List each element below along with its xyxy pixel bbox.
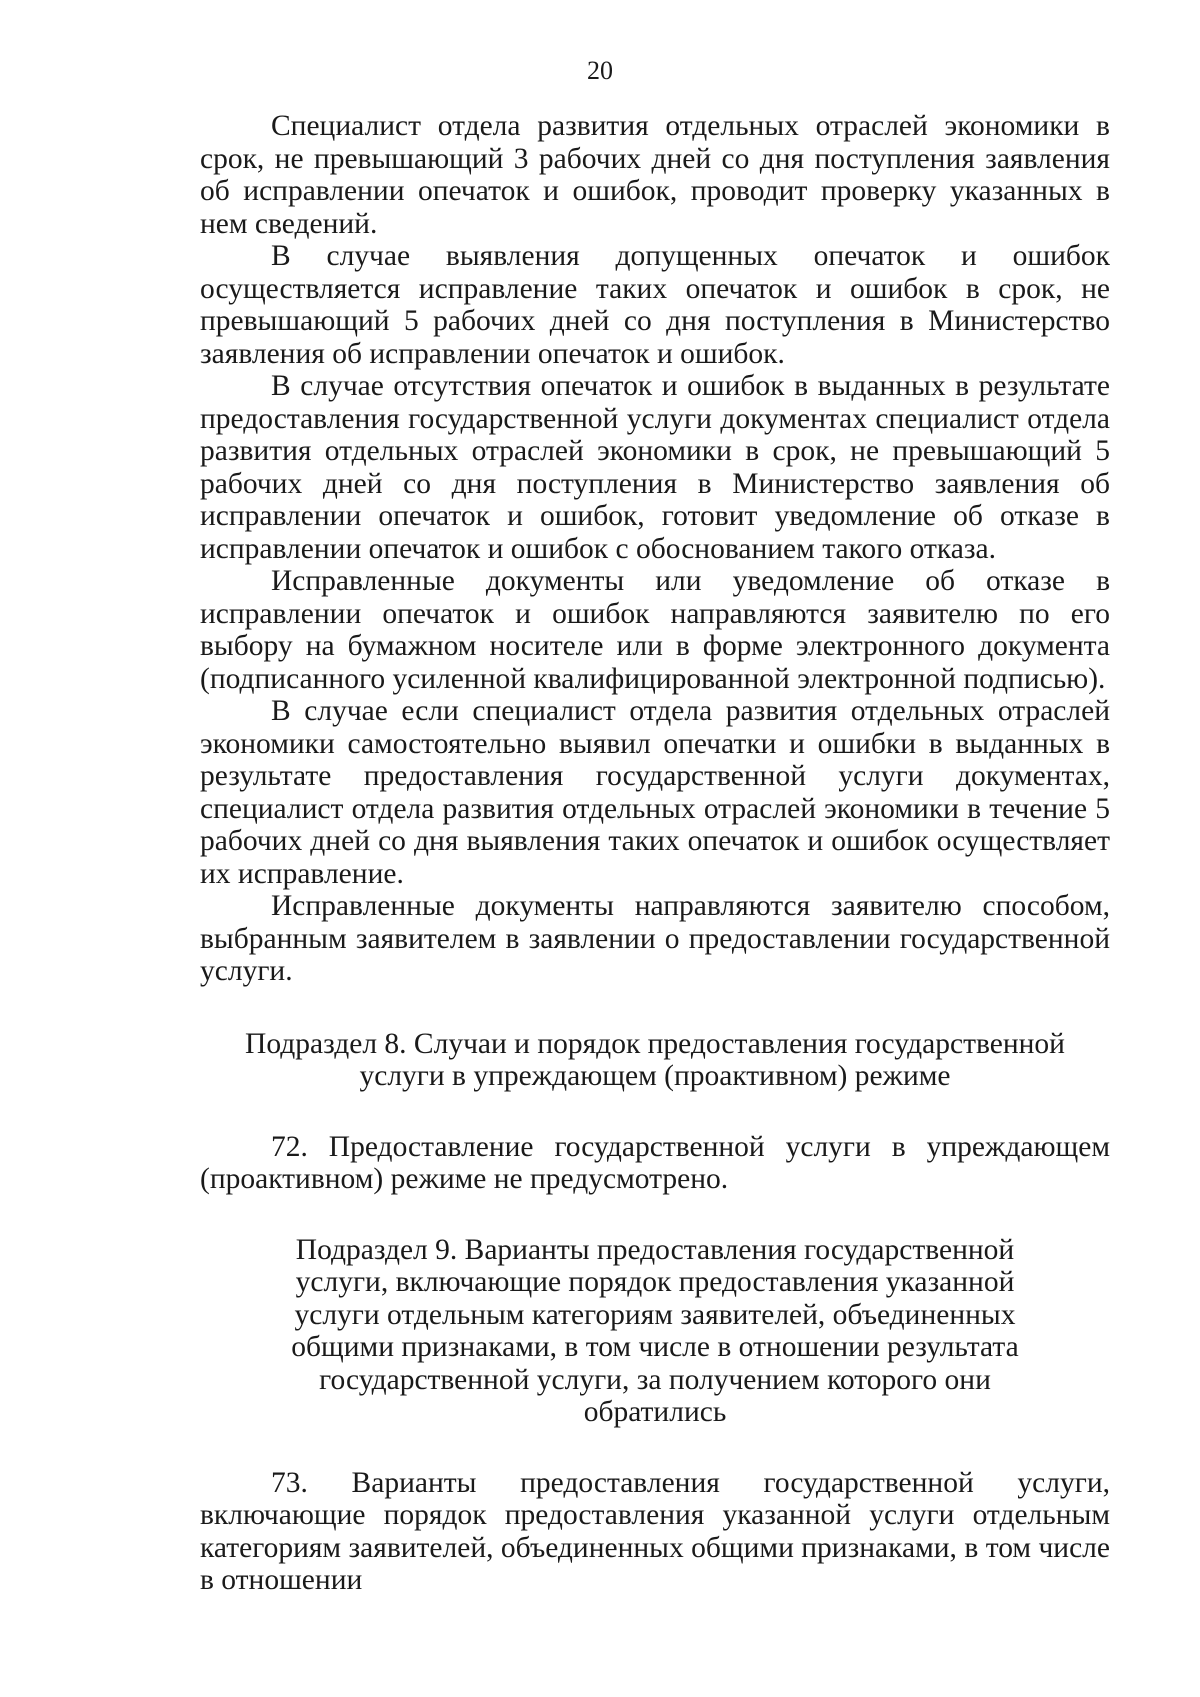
document-body: [200, 110, 1110, 1597]
page-number: 20: [587, 56, 613, 85]
paragraph: В случае если специалист отдела развития отдельных отраслей экономики самостоятельно выявил опечатки и ошибки в выданных в результате предоставления государственной услуги документах, специалист отдела развития отдельных отраслей экономики в течение 5 рабочих дней со дня выявления таких опечаток и ошибок осуществляет их исправление.: [200, 695, 1110, 890]
paragraph: Исправленные документы направляются заявителю способом, выбранным заявителем в заявлении о предоставлении государственной услуги.: [200, 890, 1110, 987]
paragraph-73: 73. Варианты предоставления государственной услуги, включающие порядок предоставления указанной услуги отдельным категориям заявителей, объединенных общими признаками, в том числе в отношении: [200, 1466, 1110, 1596]
paragraph: Исправленные документы или уведомление об отказе в исправлении опечаток и ошибок направляются заявителю по его выбору на бумажном носителе или в форме электронного документа (подписанного усиленной квалифицированной электронной подписью).: [200, 565, 1110, 695]
paragraph: В случае выявления допущенных опечаток и ошибок осуществляется исправление таких опечаток и ошибок в срок, не превышающий 5 рабочих дней со дня поступления в Министерство заявления об исправлении опечаток и ошибок.: [200, 240, 1110, 370]
subsection-9-heading: Подраздел 9. Варианты предоставления государственной услуги, включающие порядок предоставления указанной услуги отдельным категориям заявителей, объединенных общими признаками, в том числе в отношении результата государственной услуги, за получением которого они обратились: [291, 1233, 1019, 1428]
paragraph-72: 72. Предоставление государственной услуги в упреждающем (проактивном) режиме не предусмотрено.: [200, 1130, 1110, 1195]
paragraph: В случае отсутствия опечаток и ошибок в выданных в результате предоставления государственной услуги документах специалист отдела развития отдельных отраслей экономики в срок, не превышающий 5 рабочих дней со дня поступления в Министерство заявления об исправлении опечаток и ошибок, готовит уведомление об отказе в исправлении опечаток и ошибок с обоснованием такого отказа.: [200, 370, 1110, 565]
paragraph: Специалист отдела развития отдельных отраслей экономики в срок, не превышающий 3 рабочих дней со дня поступления заявления об исправлении опечаток и ошибок, проводит проверку указанных в нем сведений.: [200, 110, 1110, 240]
subsection-8-heading: Подраздел 8. Случаи и порядок предоставления государственной услуги в упреждающем (проактивном) режиме: [245, 1027, 1065, 1092]
